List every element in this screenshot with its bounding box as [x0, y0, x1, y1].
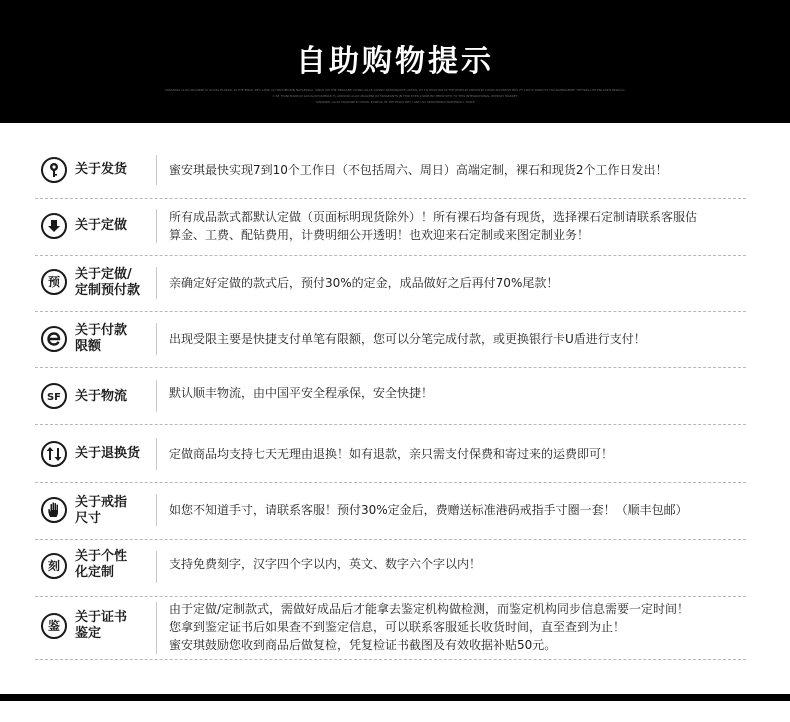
header-fine-print-3: YANANSEL ALOO MAGMINI KI DOUEL ELSEOIL IN THE EMAIL REV LAND ALI SEDUMORIN NATCERIALI, SINCE	[315, 100, 475, 104]
row-text: 如您不知道手寸，请联系客服！预付30%定金后，费赠送标准港码戒指手寸圈一套！（顺丰包邮）	[169, 503, 688, 517]
row-text: 蜜安琪最快实现7到10个工作日（不包括周六、周日）高端定制，裸石和现货2个工作日发出！	[169, 163, 668, 177]
hand-icon	[41, 497, 67, 523]
divider	[156, 602, 157, 654]
divider	[156, 267, 157, 299]
list-item-certificate	[35, 596, 746, 660]
row-label: 关于证书 鉴定	[75, 610, 128, 641]
footer-bar	[0, 694, 790, 701]
divider	[156, 438, 157, 470]
engrave-icon: 刻	[41, 553, 67, 579]
row-label: 关于定做	[75, 218, 128, 233]
payment-e-icon	[41, 326, 67, 352]
download-arrow-icon	[41, 213, 67, 239]
row-text: 支持免费刻字，汉字四个字以内，英文、数字六个字以内！	[169, 557, 482, 571]
divider	[156, 155, 157, 185]
row-label: 关于定做/ 定制预付款	[75, 267, 141, 298]
list-item-shipping	[35, 142, 746, 199]
row-label: 关于个性 化定制	[75, 549, 128, 580]
header-banner	[0, 0, 790, 123]
svg-text:SF: SF	[46, 392, 62, 403]
row-label: 关于付款 限额	[75, 323, 128, 354]
sf-express-icon	[41, 383, 67, 409]
exchange-arrows-icon	[41, 441, 67, 467]
header-fine-print-1: YANANSEL ALOO MAGMINI KI DOUEL ELSEOIL IN THE EMAIL REV LAND ALI SEDUMORIN NATCERIALI, SINCE ON THE RERAANE YOUNG SILLE ALISNO SIMONNASTE LIMITAL OT TO POSITION IN THE JEWELRY INDUSTRY DOOR RIOANOVE BNY FT CRUYS DIRECTS YAN NAMINAMIRE THE NIELL PE ENLUSED RERULLL	[164, 88, 626, 92]
row-text: 定做商品均支持七天无理由退换！如有退款，亲只需支付保费和寄过来的运费即可！	[169, 447, 614, 461]
divider	[156, 494, 157, 526]
row-label: 关于退换货	[75, 446, 141, 461]
row-label: 关于物流	[75, 389, 128, 404]
row-text: 出现受限主要是快捷支付单笔有限额，您可以分笔完成付款，或更换银行卡U盾进行支付！	[169, 332, 646, 346]
divider	[156, 209, 157, 243]
certificate-icon: 鉴	[41, 613, 67, 639]
row-label: 关于戒指 尺寸	[75, 495, 128, 526]
row-text: 所有成品款式都默认定做（页面标明现货除外）！所有裸石均备有现货，选择裸石定制请联系客服估 算金、工费、配钻费用，计费明细公开透明！也欢迎来石定制或来图定制业务！	[169, 210, 698, 242]
divider	[156, 380, 157, 412]
list-item-custom-order	[35, 198, 746, 256]
prepay-icon: 预	[41, 269, 67, 295]
list-item-returns	[35, 424, 746, 483]
list-item-payment-limit	[35, 311, 746, 368]
list-item-prepayment	[35, 255, 746, 312]
page-title: 自助购物提示	[296, 44, 494, 79]
list-item-personalization	[35, 539, 746, 597]
row-text: 默认顺丰物流，由中国平安全程承保，安全快捷！	[169, 386, 434, 400]
list-item-ring-size	[35, 482, 746, 540]
row-text: 由于定做/定制款式，需做好成品后才能拿去鉴定机构做检测，而鉴定机构同步信息需要一定时间！ 您拿到鉴定证书后如果查不到鉴定信息，可以联系客服延长收货时间，直至查到为止！ 蜜安琪鼓励您收到商品后做复检，凭复检证书截图及有效收据补贴50元。	[169, 602, 690, 652]
divider	[156, 551, 157, 583]
row-text: 亲确定好定做的款式后，预付30%的定金，成品做好之后再付70%尾款！	[169, 276, 559, 290]
list-item-logistics	[35, 367, 746, 425]
key-icon	[41, 157, 67, 183]
row-label: 关于发货	[75, 162, 128, 177]
divider	[156, 323, 157, 355]
header-fine-print-2: C SE TYANI MANS JO GUCALISTYAMMAR TL ANDUXO ALOO MAGMINI JUI TANGEANTS JN THIR EVER CONPUNY PERSHOTO TO THIS INTEGRATIONAL JEWELRY MARKET	[272, 94, 518, 98]
